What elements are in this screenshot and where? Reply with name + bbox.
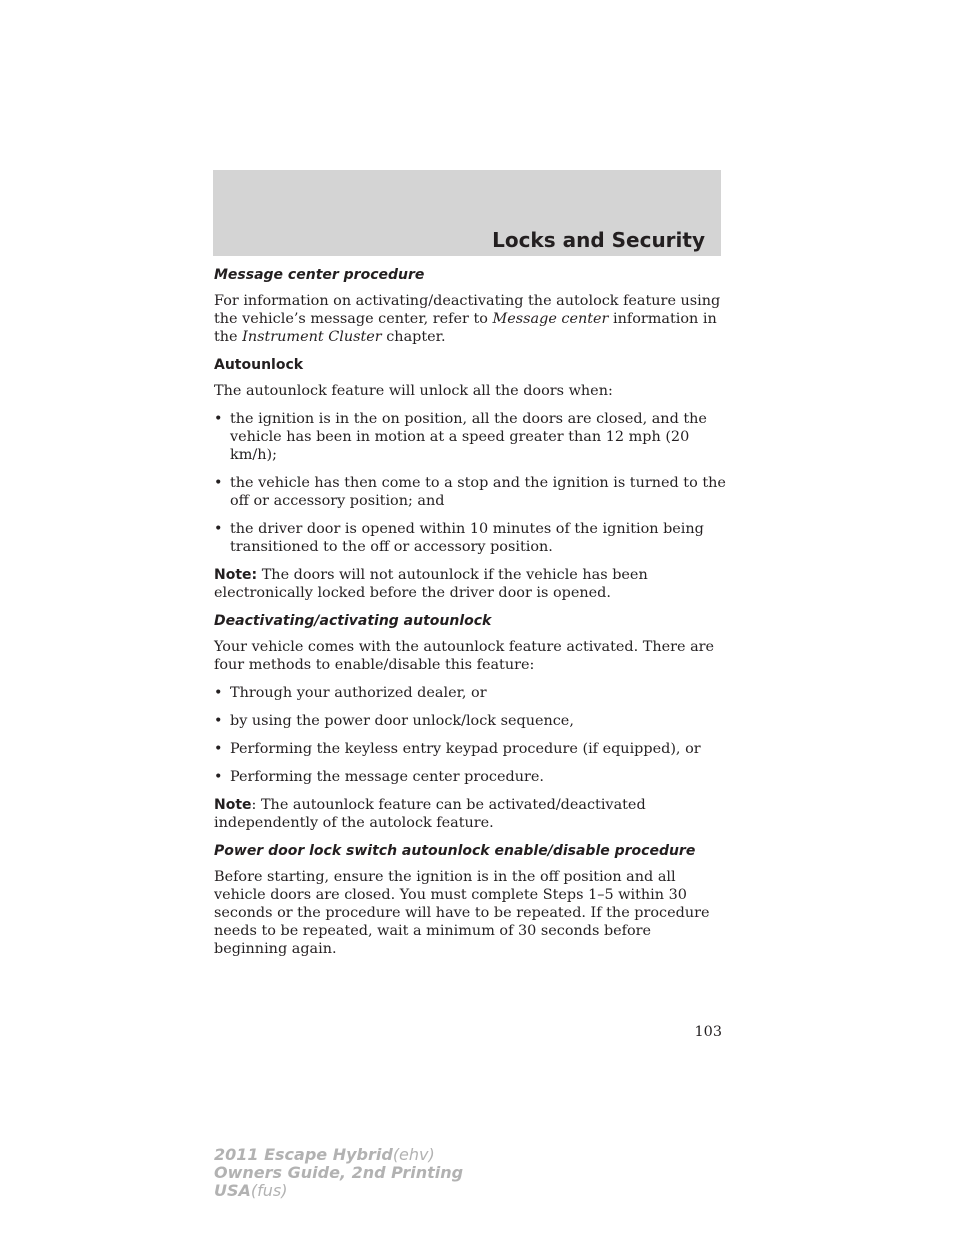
note-label: Note: xyxy=(214,567,258,583)
list-item: • by using the power door unlock/lock sequence, xyxy=(214,713,574,729)
enable-disable-methods-list xyxy=(214,684,726,786)
list-item: • the ignition is in the on position, all the doors are closed, and the vehicle has been in motion at a speed greater than 12 mph (20 km/h); xyxy=(214,411,707,463)
note-label: Note xyxy=(214,797,252,813)
list-item: • Through your authorized dealer, or xyxy=(214,685,487,701)
bullet-icon: • xyxy=(214,769,223,785)
ref-message-center: Message center xyxy=(492,311,609,327)
autounlock-intro: The autounlock feature will unlock all the doors when: xyxy=(214,383,613,399)
footer-line-3: USA(fus) xyxy=(214,1181,288,1200)
page-content xyxy=(214,266,726,968)
list-item: • the driver door is opened within 10 minutes of the ignition being transitioned to the off or accessory position. xyxy=(214,521,704,555)
section-title: Locks and Security xyxy=(492,228,705,252)
autounlock-conditions-list xyxy=(214,410,726,556)
list-item: • Performing the keyless entry keypad procedure (if equipped), or xyxy=(214,741,701,757)
heading-message-center: Message center procedure xyxy=(214,267,425,283)
bullet-icon: • xyxy=(214,411,223,427)
autounlock-note: Note: The doors will not autounlock if the vehicle has been electronically locked before the driver door is opened. xyxy=(214,567,648,601)
list-item: • the vehicle has then come to a stop and the ignition is turned to the off or accessory position; and xyxy=(214,475,726,509)
bullet-icon: • xyxy=(214,741,223,757)
heading-autounlock: Autounlock xyxy=(214,357,304,373)
heading-power-door-lock-procedure: Power door lock switch autounlock enable/disable procedure xyxy=(214,843,696,859)
footer-line-2: Owners Guide, 2nd Printing xyxy=(214,1163,464,1182)
heading-deactivating-autounlock: Deactivating/activating autounlock xyxy=(214,613,492,629)
ref-instrument-cluster: Instrument Cluster xyxy=(242,329,382,345)
footer-line-1: 2011 Escape Hybrid(ehv) xyxy=(214,1145,435,1164)
bullet-icon: • xyxy=(214,713,223,729)
message-center-paragraph: For information on activating/deactivating the autolock feature using the vehicle’s message center, refer to Message center information in the Instrument Cluster chapter. xyxy=(214,293,721,345)
section-header-band xyxy=(213,170,721,256)
list-item: • Performing the message center procedure. xyxy=(214,769,544,785)
power-door-procedure-paragraph: Before starting, ensure the ignition is in the off position and all vehicle doors are closed. You must complete Steps 1–5 within 30 seconds or the procedure will have to be repeated. If the procedure needs to be repeated, wait a minimum of 30 seconds before beginning again. xyxy=(214,869,710,957)
deactivating-note: Note: The autounlock feature can be activated/deactivated independently of the autolock feature. xyxy=(214,797,646,831)
page-number: 103 xyxy=(694,1024,722,1040)
bullet-icon: • xyxy=(214,475,223,491)
document-footer xyxy=(214,1146,463,1200)
deactivating-intro: Your vehicle comes with the autounlock feature activated. There are four methods to enable/disable this feature: xyxy=(214,639,715,673)
bullet-icon: • xyxy=(214,521,223,537)
bullet-icon: • xyxy=(214,685,223,701)
